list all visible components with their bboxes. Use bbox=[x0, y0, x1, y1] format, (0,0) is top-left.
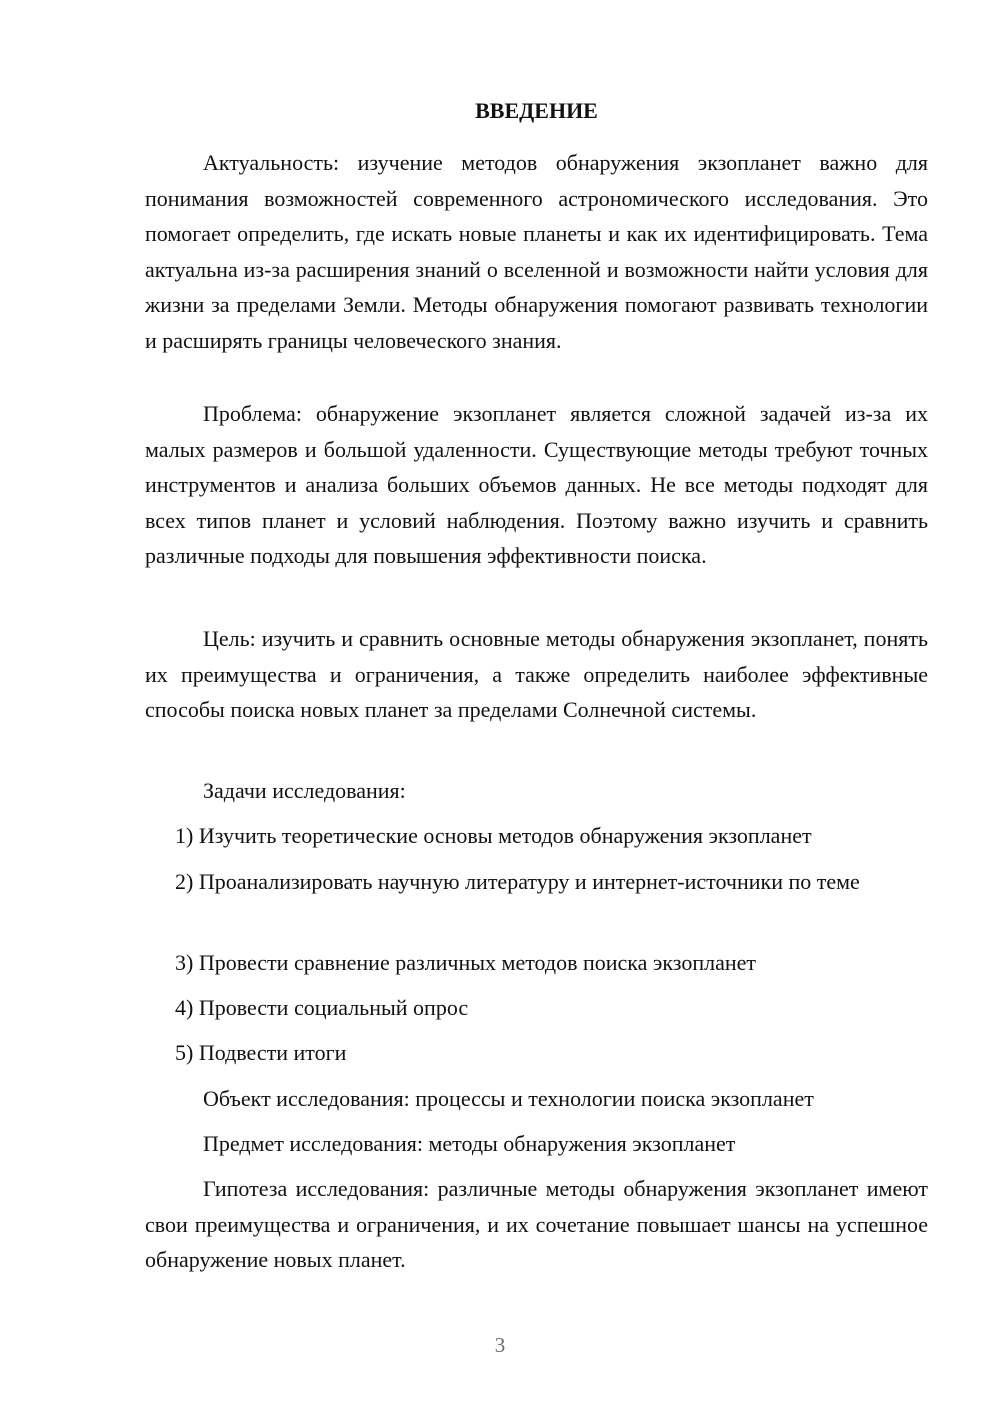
subject-paragraph: Предмет исследования: методы обнаружения экзопланет bbox=[203, 1131, 736, 1156]
tasks-heading-block bbox=[145, 773, 928, 809]
object-paragraph-block bbox=[145, 1081, 928, 1117]
page-number: 3 bbox=[494, 1333, 506, 1357]
hypothesis-paragraph: Гипотеза исследования: различные методы обнаружения экзопланет имеют свои преимущества и ограничения, и их сочетание повышает шансы на успешное обнаружение новых планет. bbox=[145, 1176, 928, 1272]
task-item-5-block bbox=[145, 1035, 928, 1071]
goal-paragraph: Цель: изучить и сравнить основные методы обнаружения экзопланет, понять их преимущества и ограничения, а также определить наиболее эффективные способы поиска новых планет за пределами Солнечной системы. bbox=[145, 626, 928, 722]
relevance-paragraph: Актуальность: изучение методов обнаружения экзопланет важно для понимания возможностей современного астрономического исследования. Это помогает определить, где искать новые планеты и как их идентифицировать. Тема актуальна из-за расширения знаний о вселенной и возможности найти условия для жизни за пределами Земли. Методы обнаружения помогают развивать технологии и расширять границы человеческого знания. bbox=[145, 150, 928, 353]
problem-paragraph: Проблема: обнаружение экзопланет является сложной задачей из-за их малых размеров и большой удаленности. Существующие методы требуют точных инструментов и анализа больших объемов данных. Не все методы подходят для всех типов планет и условий наблюдения. Поэтому важно изучить и сравнить различные подходы для повышения эффективности поиска. bbox=[145, 401, 928, 568]
hypothesis-paragraph-block bbox=[145, 1171, 928, 1278]
task-item-1-block bbox=[145, 818, 928, 854]
subject-paragraph-block bbox=[145, 1126, 928, 1162]
page-title: ВВЕДЕНИЕ bbox=[475, 98, 598, 123]
task-item: 1) Изучить теоретические основы методов обнаружения экзопланет bbox=[175, 823, 812, 848]
problem-paragraph-block bbox=[145, 396, 928, 574]
object-paragraph: Объект исследования: процессы и технологии поиска экзопланет bbox=[203, 1086, 814, 1111]
task-item: 5) Подвести итоги bbox=[175, 1040, 347, 1065]
task-item: 4) Провести социальный опрос bbox=[175, 995, 469, 1020]
relevance-paragraph-block bbox=[145, 145, 928, 358]
tasks-heading: Задачи исследования: bbox=[203, 778, 406, 803]
task-item: 2) Проанализировать научную литературу и интернет-источники по теме bbox=[175, 869, 860, 894]
task-item-2-block bbox=[145, 864, 928, 900]
goal-paragraph-block bbox=[145, 621, 928, 728]
task-item-3-block bbox=[145, 945, 928, 981]
task-item: 3) Провести сравнение различных методов поиска экзопланет bbox=[175, 950, 756, 975]
task-item-4-block bbox=[145, 990, 928, 1026]
